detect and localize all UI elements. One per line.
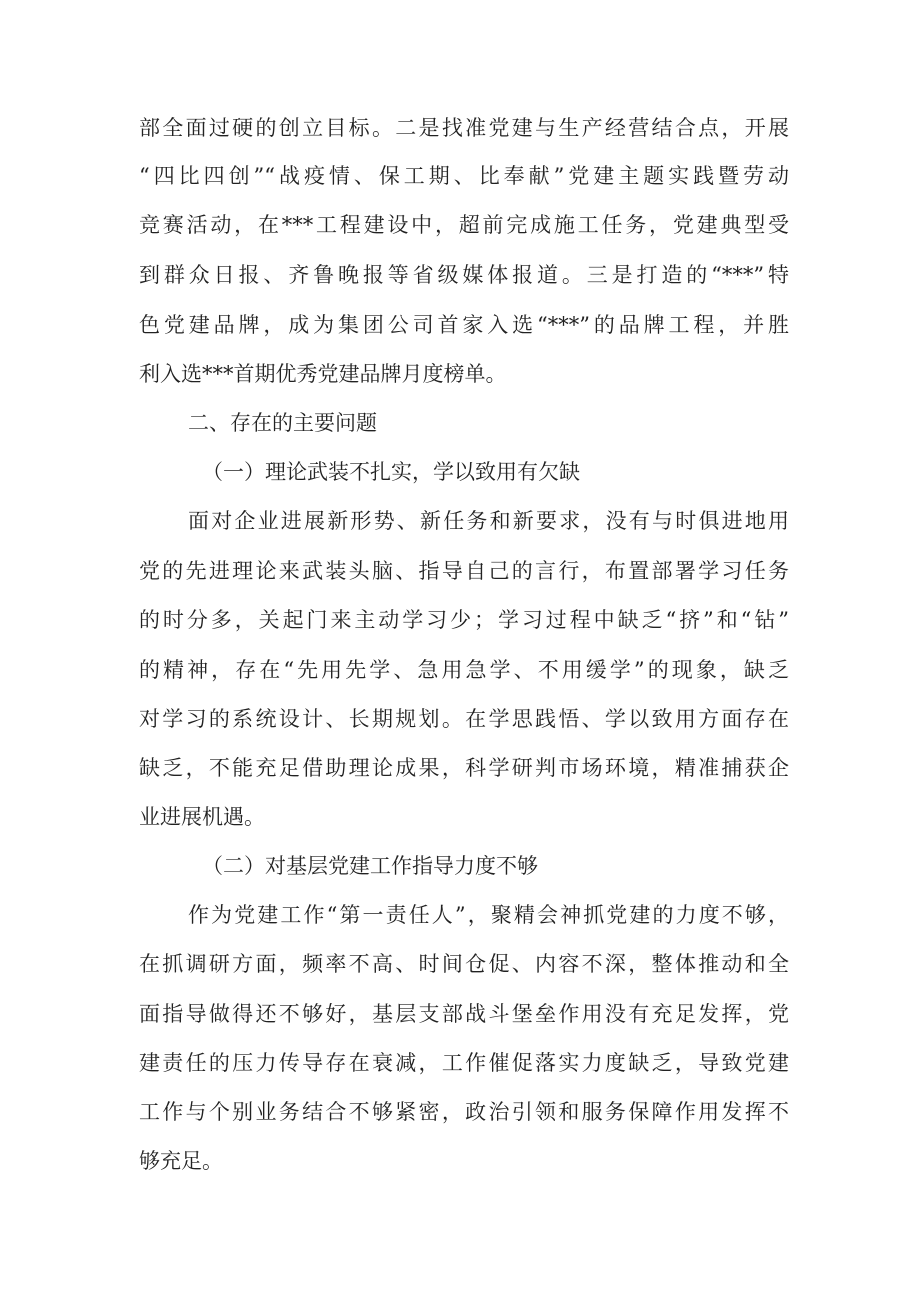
paragraph-line: 业进展机遇。	[139, 805, 265, 829]
paragraph-line: 工作与个别业务结合不够紧密，政治引领和服务保障作用发挥不	[139, 1100, 789, 1124]
paragraph-line: 党的先进理论来武装头脑、指导自己的言行，布置部署学习任务	[139, 559, 789, 583]
paragraph-line: 的时分多，关起门来主动学习少；学习过程中缺乏“挤”和“钻”	[139, 608, 789, 632]
paragraph-line: 缺乏，不能充足借助理论成果，科学研判市场环境，精准捕获企	[139, 756, 789, 780]
paragraph-line: 面对企业进展新形势、新任务和新要求，没有与时俱进地用	[188, 509, 789, 533]
paragraph-line: 到群众日报、齐鲁晚报等省级媒体报道。三是打造的“***”特	[139, 263, 789, 287]
section-heading: 二、存在的主要问题	[188, 411, 377, 435]
paragraph-line: 作为党建工作“第一责任人”，聚精会神抓党建的力度不够，	[188, 903, 789, 927]
paragraph-line: 面指导做得还不够好，基层支部战斗堡垒作用没有充足发挥，党	[139, 1002, 789, 1026]
paragraph-line: 的精神，存在“先用先学、急用急学、不用缓学”的现象，缺乏	[139, 658, 789, 682]
paragraph-line: 竞赛活动，在***工程建设中，超前完成施工任务，党建典型受	[139, 213, 789, 237]
subsection-heading: （一）理论武装不扎实，学以致用有欠缺	[202, 460, 580, 484]
paragraph-line: 在抓调研方面，频率不高、时间仓促、内容不深，整体推动和全	[139, 952, 789, 976]
paragraph-line: 对学习的系统设计、长期规划。在学思践悟、学以致用方面存在	[139, 707, 789, 731]
paragraph-line: 够充足。	[139, 1149, 223, 1173]
paragraph-line: 部全面过硬的创立目标。二是找准党建与生产经营结合点，开展	[139, 116, 789, 140]
subsection-heading: （二）对基层党建工作指导力度不够	[202, 854, 538, 878]
paragraph-line: “四比四创”“战疫情、保工期、比奉献”党建主题实践暨劳动	[139, 164, 789, 188]
paragraph-line: 色党建品牌，成为集团公司首家入选“***”的品牌工程，并胜	[139, 313, 789, 337]
paragraph-line: 利入选***首期优秀党建品牌月度榜单。	[139, 362, 507, 386]
paragraph-line: 建责任的压力传导存在衰减，工作催促落实力度缺乏，导致党建	[139, 1051, 789, 1075]
